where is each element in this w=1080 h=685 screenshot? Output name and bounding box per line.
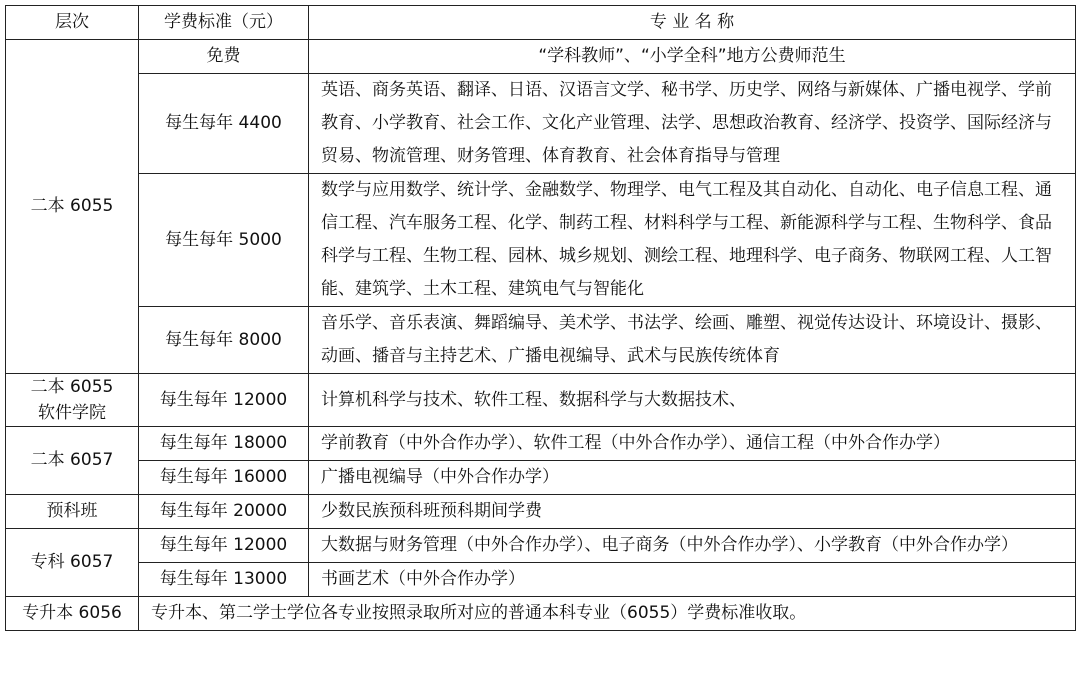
level-cell: 二本 6057	[6, 427, 139, 495]
table-row	[6, 563, 1076, 597]
level-line-1: 二本 6055	[30, 377, 114, 397]
fee-cell: 每生每年 4400	[139, 74, 309, 174]
major-cell: 广播电视编导（中外合作办学）	[309, 461, 1076, 495]
header-major: 专 业 名 称	[309, 6, 1076, 40]
table-row	[6, 427, 1076, 461]
major-cell: 大数据与财务管理（中外合作办学）、电子商务（中外合作办学）、小学教育（中外合作办学）	[309, 529, 1076, 563]
major-cell: “学科教师”、“小学全科”地方公费师范生	[309, 40, 1076, 74]
header-fee: 学费标准（元）	[139, 6, 309, 40]
fee-cell: 每生每年 12000	[139, 374, 309, 427]
fee-cell: 免费	[139, 40, 309, 74]
level-cell: 专科 6057	[6, 529, 139, 597]
table-row	[6, 461, 1076, 495]
fee-cell: 每生每年 20000	[139, 495, 309, 529]
fee-cell: 每生每年 13000	[139, 563, 309, 597]
fee-cell: 每生每年 5000	[139, 174, 309, 307]
fee-cell: 每生每年 16000	[139, 461, 309, 495]
major-cell: 专升本、第二学士学位各专业按照录取所对应的普通本科专业（6055）学费标准收取。	[139, 597, 1076, 631]
major-cell: 计算机科学与技术、软件工程、数据科学与大数据技术、	[309, 374, 1076, 427]
fee-cell: 每生每年 18000	[139, 427, 309, 461]
major-cell: 书画艺术（中外合作办学）	[309, 563, 1076, 597]
major-cell: 少数民族预科班预科期间学费	[309, 495, 1076, 529]
table-row	[6, 74, 1076, 174]
table-row	[6, 374, 1076, 427]
level-cell	[6, 374, 139, 427]
major-cell: 数学与应用数学、统计学、金融数学、物理学、电气工程及其自动化、自动化、电子信息工程、通信工程、汽车服务工程、化学、制药工程、材料科学与工程、新能源科学与工程、生物科学、食品科学与工程、生物工程、园林、城乡规划、测绘工程、地理科学、电子商务、物联网工程、人工智能、建筑学、土木工程、建筑电气与智能化	[309, 174, 1076, 307]
major-cell: 学前教育（中外合作办学）、软件工程（中外合作办学）、通信工程（中外合作办学）	[309, 427, 1076, 461]
major-cell: 音乐学、音乐表演、舞蹈编导、美术学、书法学、绘画、雕塑、视觉传达设计、环境设计、摄影、动画、播音与主持艺术、广播电视编导、武术与民族传统体育	[309, 307, 1076, 374]
table-row	[6, 495, 1076, 529]
table-row	[6, 529, 1076, 563]
fee-cell: 每生每年 12000	[139, 529, 309, 563]
table-row	[6, 597, 1076, 631]
header-level: 层次	[6, 6, 139, 40]
level-cell: 专升本 6056	[6, 597, 139, 631]
major-cell: 英语、商务英语、翻译、日语、汉语言文学、秘书学、历史学、网络与新媒体、广播电视学、学前教育、小学教育、社会工作、文化产业管理、法学、思想政治教育、经济学、投资学、国际经济与贸易、物流管理、财务管理、体育教育、社会体育指导与管理	[309, 74, 1076, 174]
level-line-2: 软件学院	[38, 403, 106, 423]
level-cell: 预科班	[6, 495, 139, 529]
level-cell: 二本 6055	[6, 40, 139, 374]
table-row	[6, 307, 1076, 374]
header-row	[6, 6, 1076, 40]
table-row	[6, 174, 1076, 307]
tuition-table	[5, 5, 1076, 631]
fee-cell: 每生每年 8000	[139, 307, 309, 374]
table-row	[6, 40, 1076, 74]
